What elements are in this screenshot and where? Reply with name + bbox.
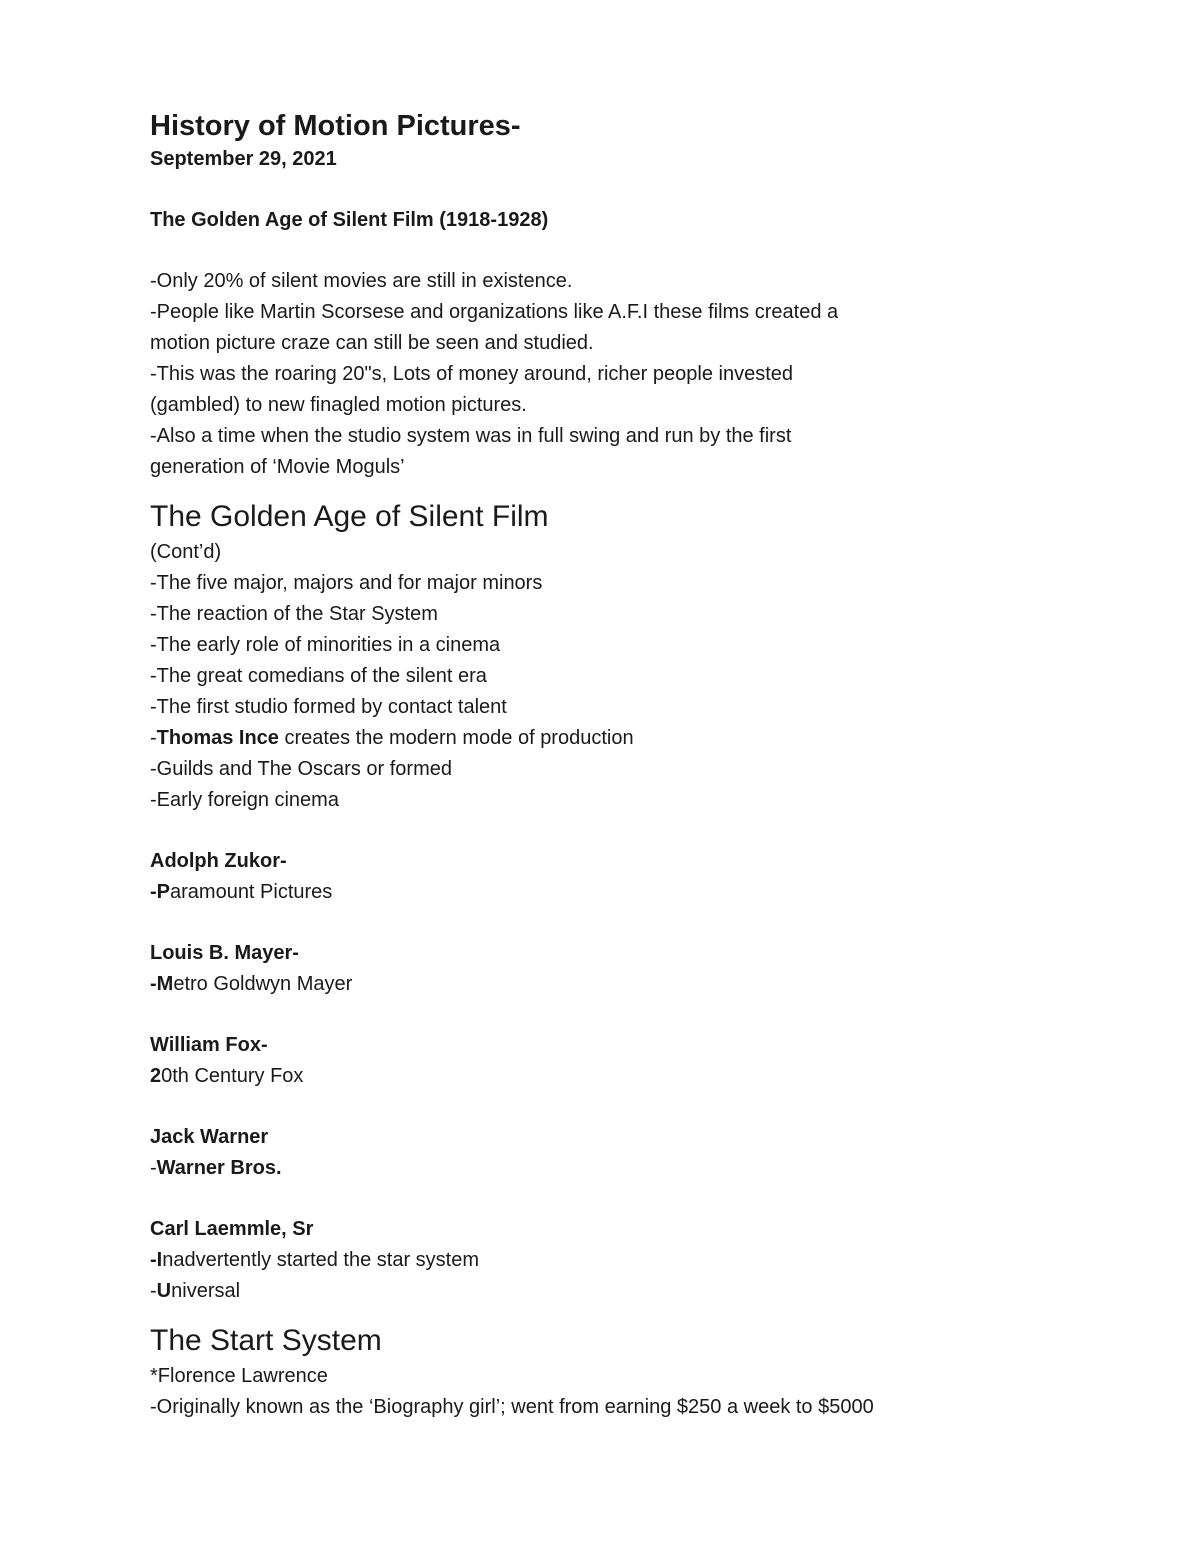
- mayer-dash: -M: [150, 973, 174, 995]
- section2-line: -The first studio formed by contact talent: [150, 696, 507, 718]
- mogul-laemmle-line1: [150, 1245, 1110, 1276]
- section2-line: -Guilds and The Oscars or formed: [150, 758, 452, 780]
- ince-dash: -: [150, 727, 157, 749]
- section3-line: -Originally known as the ‘Biography girl’; went from earning $250 a week to $5000: [150, 1396, 874, 1418]
- document-page: [150, 108, 1110, 1423]
- section2-line: -Early foreign cinema: [150, 789, 339, 811]
- fox-rest: 0th Century Fox: [161, 1065, 304, 1087]
- section2-contd: (Cont’d): [150, 541, 222, 563]
- warner-dash: -: [150, 1157, 157, 1179]
- section2-ince-line: [150, 723, 1110, 754]
- section2-line: -The reaction of the Star System: [150, 603, 438, 625]
- section2-heading: The Golden Age of Silent Film: [150, 500, 549, 533]
- document-date: September 29, 2021: [150, 148, 337, 170]
- mayer-rest: etro Goldwyn Mayer: [173, 973, 353, 995]
- mogul-laemmle-name: Carl Laemmle, Sr: [150, 1218, 314, 1240]
- laemmle-1-rest: nadvertently started the star system: [162, 1249, 480, 1271]
- section3-line: *Florence Lawrence: [150, 1365, 328, 1387]
- laemmle-2-bold: U: [156, 1280, 172, 1302]
- section1-line: -Only 20% of silent movies are still in existence.: [150, 270, 573, 292]
- section1-line: -This was the roaring 20"s, Lots of money around, richer people invested: [150, 363, 793, 385]
- laemmle-2-dash: -: [150, 1280, 157, 1302]
- section2-line: -The five major, majors and for major minors: [150, 572, 543, 594]
- section2-line: -The early role of minorities in a cinema: [150, 634, 501, 656]
- section1-line: (gambled) to new finagled motion pictures.: [150, 394, 527, 416]
- section1-heading: The Golden Age of Silent Film (1918-1928): [150, 209, 549, 231]
- document-title: History of Motion Pictures-: [150, 110, 521, 142]
- laemmle-1-bold: -I: [150, 1249, 163, 1271]
- ince-name: Thomas Ince: [156, 727, 279, 749]
- mogul-laemmle-line2: [150, 1276, 1110, 1307]
- section1-line: motion picture craze can still be seen and studied.: [150, 332, 594, 354]
- mogul-zukor-name: Adolph Zukor-: [150, 850, 287, 872]
- mogul-mayer-studio: [150, 969, 1110, 1000]
- mogul-fox-name: William Fox-: [150, 1034, 268, 1056]
- section1-line: generation of ‘Movie Moguls’: [150, 456, 405, 478]
- laemmle-2-rest: niversal: [171, 1280, 241, 1302]
- section2-line: -The great comedians of the silent era: [150, 665, 487, 687]
- section3-heading: The Start System: [150, 1324, 382, 1357]
- zukor-rest: aramount Pictures: [170, 881, 333, 903]
- mogul-zukor-studio: [150, 877, 1110, 908]
- mogul-fox-studio: [150, 1061, 1110, 1092]
- fox-bold: 2: [150, 1065, 162, 1087]
- section1-line: -Also a time when the studio system was in full swing and run by the first: [150, 425, 792, 447]
- warner-bold: Warner Bros.: [156, 1157, 282, 1179]
- ince-rest: creates the modern mode of production: [278, 727, 634, 749]
- mogul-mayer-name: Louis B. Mayer-: [150, 942, 299, 964]
- mogul-warner-name: Jack Warner: [150, 1126, 269, 1148]
- section1-line: -People like Martin Scorsese and organizations like A.F.I these films created a: [150, 301, 839, 323]
- mogul-warner-studio: [150, 1153, 1110, 1184]
- zukor-dash: -P: [150, 881, 170, 903]
